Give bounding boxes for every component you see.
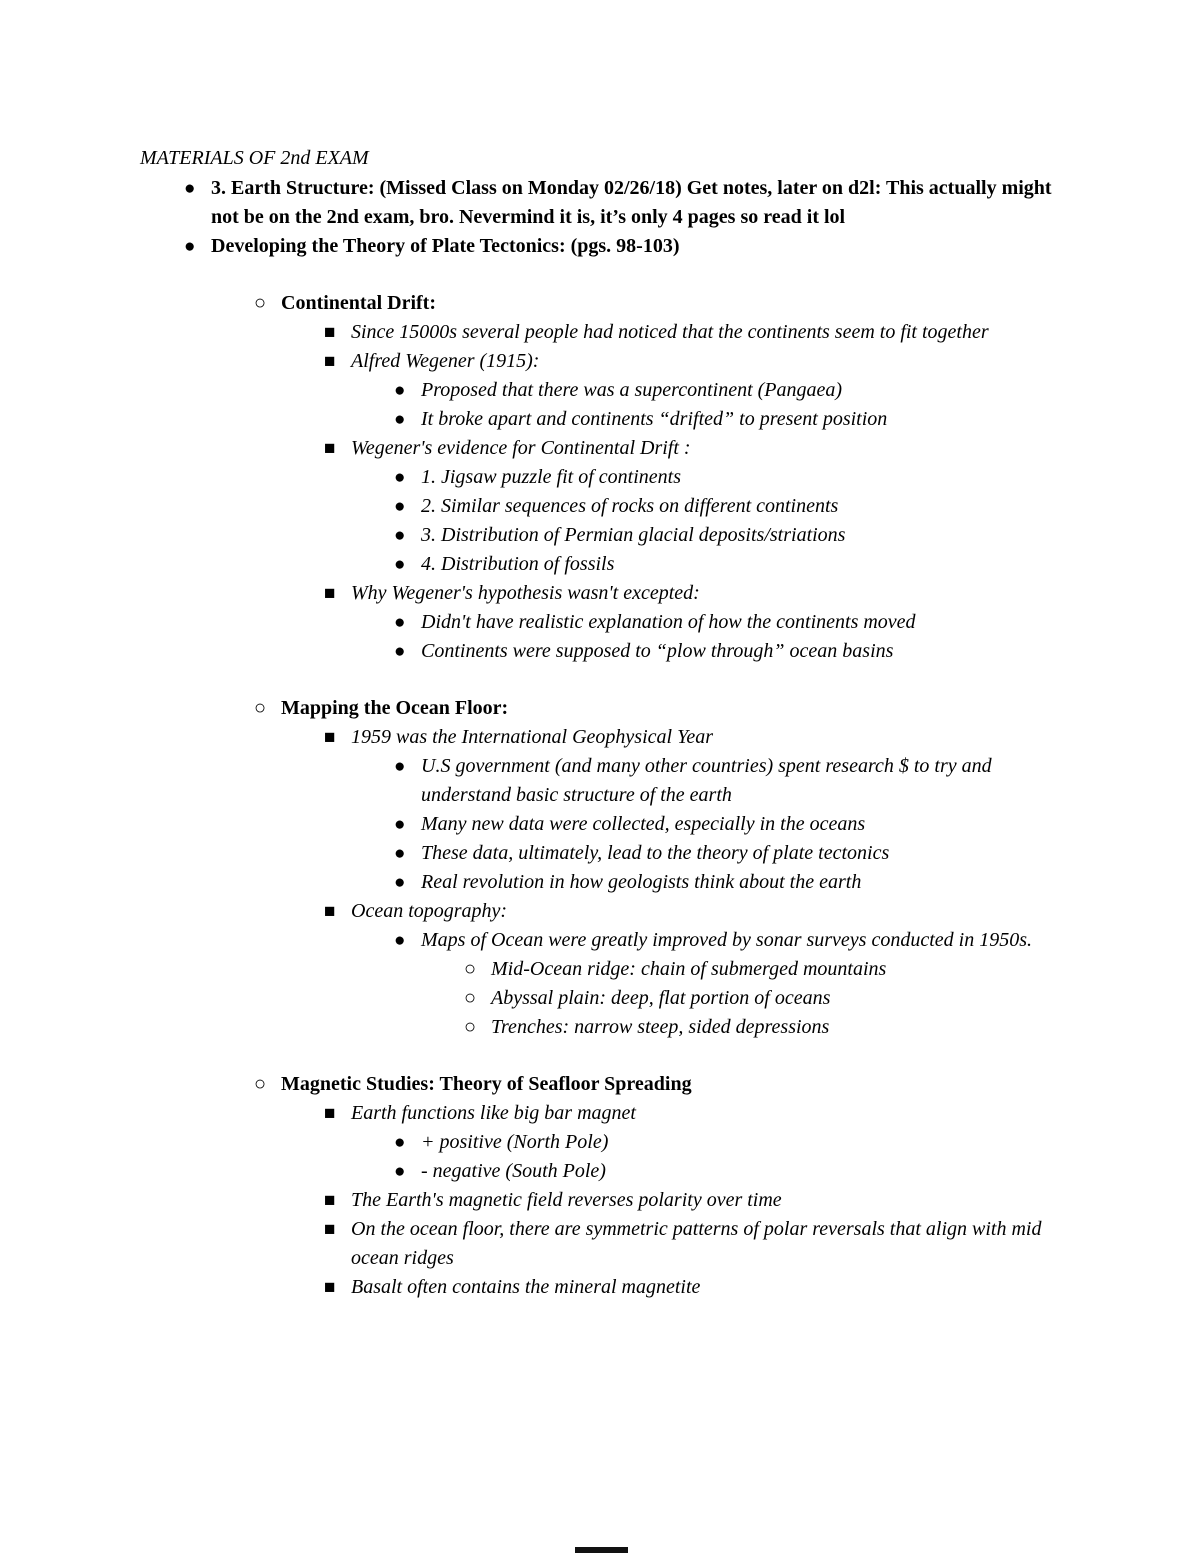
outline-level-3 bbox=[351, 752, 1060, 897]
bullet-disc-icon: ● bbox=[394, 554, 406, 575]
list-item bbox=[324, 897, 1060, 1042]
list-item-text: Why Wegener's hypothesis wasn't excepted: bbox=[351, 582, 700, 604]
list-item bbox=[394, 492, 1060, 521]
bullet-square-icon: ■ bbox=[324, 322, 336, 343]
list-item-text: + positive (North Pole) bbox=[421, 1131, 609, 1153]
bullet-disc-icon: ● bbox=[394, 930, 406, 951]
document-title: MATERIALS OF 2nd EXAM bbox=[140, 147, 369, 169]
outline bbox=[140, 174, 1060, 1302]
list-item-text: 4. Distribution of fossils bbox=[421, 553, 615, 575]
bullet-disc-icon: ● bbox=[184, 178, 196, 199]
list-item bbox=[324, 1186, 1060, 1215]
list-item-text: 1. Jigsaw puzzle fit of continents bbox=[421, 466, 681, 488]
list-item-text: Magnetic Studies: Theory of Seafloor Spreading bbox=[281, 1073, 692, 1095]
list-item-text: Alfred Wegener (1915): bbox=[351, 350, 540, 372]
list-item bbox=[394, 868, 1060, 897]
list-item bbox=[464, 984, 1060, 1013]
list-item-text: Proposed that there was a supercontinent (Pangaea) bbox=[421, 379, 843, 401]
list-item-text: Basalt often contains the mineral magnetite bbox=[351, 1276, 701, 1298]
page-bottom-mark bbox=[575, 1547, 628, 1553]
outline-level-1 bbox=[211, 289, 1060, 1302]
bullet-circle-icon: ○ bbox=[254, 292, 267, 314]
list-item-text: Many new data were collected, especially in the oceans bbox=[421, 813, 866, 835]
bullet-disc-icon: ● bbox=[394, 409, 406, 430]
list-item bbox=[324, 579, 1060, 666]
outline-level-3 bbox=[351, 376, 1060, 434]
list-item bbox=[184, 174, 1060, 232]
list-item bbox=[184, 232, 1060, 1302]
outline-level-4 bbox=[421, 955, 1060, 1042]
list-item bbox=[394, 926, 1060, 1042]
list-item bbox=[394, 1157, 1060, 1186]
bullet-square-icon: ■ bbox=[324, 727, 336, 748]
list-item-text: The Earth's magnetic field reverses polarity over time bbox=[351, 1189, 782, 1211]
list-item-text: Didn't have realistic explanation of how the continents moved bbox=[421, 611, 916, 633]
list-item bbox=[324, 1215, 1060, 1273]
outline-level-3 bbox=[351, 463, 1060, 579]
bullet-circle-icon: ○ bbox=[464, 987, 477, 1009]
list-item-text: 3. Distribution of Permian glacial deposits/striations bbox=[421, 524, 846, 546]
list-item-text: Ocean topography: bbox=[351, 900, 508, 922]
bullet-disc-icon: ● bbox=[394, 380, 406, 401]
list-item-text: Since 15000s several people had noticed that the continents seem to fit together bbox=[351, 321, 989, 343]
list-item bbox=[394, 550, 1060, 579]
bullet-disc-icon: ● bbox=[394, 872, 406, 893]
outline-level-0 bbox=[140, 174, 1060, 1302]
list-item bbox=[394, 752, 1060, 810]
outline-level-3 bbox=[351, 1128, 1060, 1186]
outline-level-2 bbox=[281, 723, 1060, 1042]
list-item bbox=[394, 637, 1060, 666]
list-item bbox=[394, 521, 1060, 550]
list-item-text: Earth functions like big bar magnet bbox=[351, 1102, 636, 1124]
list-item-text: 3. Earth Structure: (Missed Class on Monday 02/26/18) Get notes, later on d2l: This actually might not be on the 2nd exam, bro. Nevermind it is, it’s only 4 pages so read it lol bbox=[211, 177, 1052, 228]
list-item-text: Trenches: narrow steep, sided depressions bbox=[491, 1016, 830, 1038]
list-item-text: Mid-Ocean ridge: chain of submerged mountains bbox=[491, 958, 887, 980]
outline-level-2 bbox=[281, 318, 1060, 666]
list-item bbox=[254, 289, 1060, 666]
list-item-text: Abyssal plain: deep, flat portion of oceans bbox=[491, 987, 831, 1009]
list-item-text: - negative (South Pole) bbox=[421, 1160, 606, 1182]
bullet-circle-icon: ○ bbox=[464, 958, 477, 980]
bullet-disc-icon: ● bbox=[394, 1132, 406, 1153]
bullet-square-icon: ■ bbox=[324, 1190, 336, 1211]
bullet-circle-icon: ○ bbox=[464, 1016, 477, 1038]
bullet-disc-icon: ● bbox=[394, 814, 406, 835]
list-item-text: Mapping the Ocean Floor: bbox=[281, 697, 509, 719]
list-item-text: 1959 was the International Geophysical Year bbox=[351, 726, 714, 748]
list-item bbox=[394, 839, 1060, 868]
list-item-text: Maps of Ocean were greatly improved by sonar surveys conducted in 1950s. bbox=[421, 929, 1032, 951]
list-item bbox=[394, 463, 1060, 492]
list-item bbox=[324, 347, 1060, 434]
bullet-disc-icon: ● bbox=[394, 641, 406, 662]
list-item bbox=[394, 376, 1060, 405]
bullet-disc-icon: ● bbox=[394, 843, 406, 864]
list-item-text: Continental Drift: bbox=[281, 292, 436, 314]
list-item bbox=[324, 318, 1060, 347]
list-item-text: U.S government (and many other countries) spent research $ to try and understand basic structure of the earth bbox=[421, 755, 992, 806]
list-item bbox=[324, 434, 1060, 579]
list-item-text: These data, ultimately, lead to the theory of plate tectonics bbox=[421, 842, 890, 864]
outline-level-3 bbox=[351, 608, 1060, 666]
bullet-disc-icon: ● bbox=[394, 525, 406, 546]
bullet-disc-icon: ● bbox=[394, 756, 406, 777]
list-item-text: Real revolution in how geologists think about the earth bbox=[421, 871, 862, 893]
list-item bbox=[394, 810, 1060, 839]
list-item bbox=[394, 1128, 1060, 1157]
bullet-square-icon: ■ bbox=[324, 1103, 336, 1124]
list-item bbox=[324, 723, 1060, 897]
list-item bbox=[464, 955, 1060, 984]
list-item-text: Developing the Theory of Plate Tectonics: (pgs. 98-103) bbox=[211, 235, 680, 257]
bullet-circle-icon: ○ bbox=[254, 697, 267, 719]
bullet-disc-icon: ● bbox=[394, 1161, 406, 1182]
list-item-text: Wegener's evidence for Continental Drift : bbox=[351, 437, 691, 459]
bullet-disc-icon: ● bbox=[394, 467, 406, 488]
list-item-text: Continents were supposed to “plow through” ocean basins bbox=[421, 640, 894, 662]
list-item bbox=[324, 1099, 1060, 1186]
list-item bbox=[324, 1273, 1060, 1302]
bullet-square-icon: ■ bbox=[324, 438, 336, 459]
bullet-square-icon: ■ bbox=[324, 1277, 336, 1298]
outline-level-2 bbox=[281, 1099, 1060, 1302]
list-item bbox=[394, 608, 1060, 637]
bullet-disc-icon: ● bbox=[394, 496, 406, 517]
list-item bbox=[254, 694, 1060, 1042]
list-item-text: It broke apart and continents “drifted” to present position bbox=[421, 408, 888, 430]
bullet-square-icon: ■ bbox=[324, 583, 336, 604]
bullet-square-icon: ■ bbox=[324, 351, 336, 372]
list-item-text: On the ocean floor, there are symmetric patterns of polar reversals that align with mid ocean ridges bbox=[351, 1218, 1042, 1269]
bullet-disc-icon: ● bbox=[394, 612, 406, 633]
bullet-square-icon: ■ bbox=[324, 1219, 336, 1240]
bullet-square-icon: ■ bbox=[324, 901, 336, 922]
bullet-circle-icon: ○ bbox=[254, 1073, 267, 1095]
list-item bbox=[394, 405, 1060, 434]
bullet-disc-icon: ● bbox=[184, 236, 196, 257]
outline-level-3 bbox=[351, 926, 1060, 1042]
list-item bbox=[254, 1070, 1060, 1302]
list-item-text: 2. Similar sequences of rocks on different continents bbox=[421, 495, 839, 517]
list-item bbox=[464, 1013, 1060, 1042]
